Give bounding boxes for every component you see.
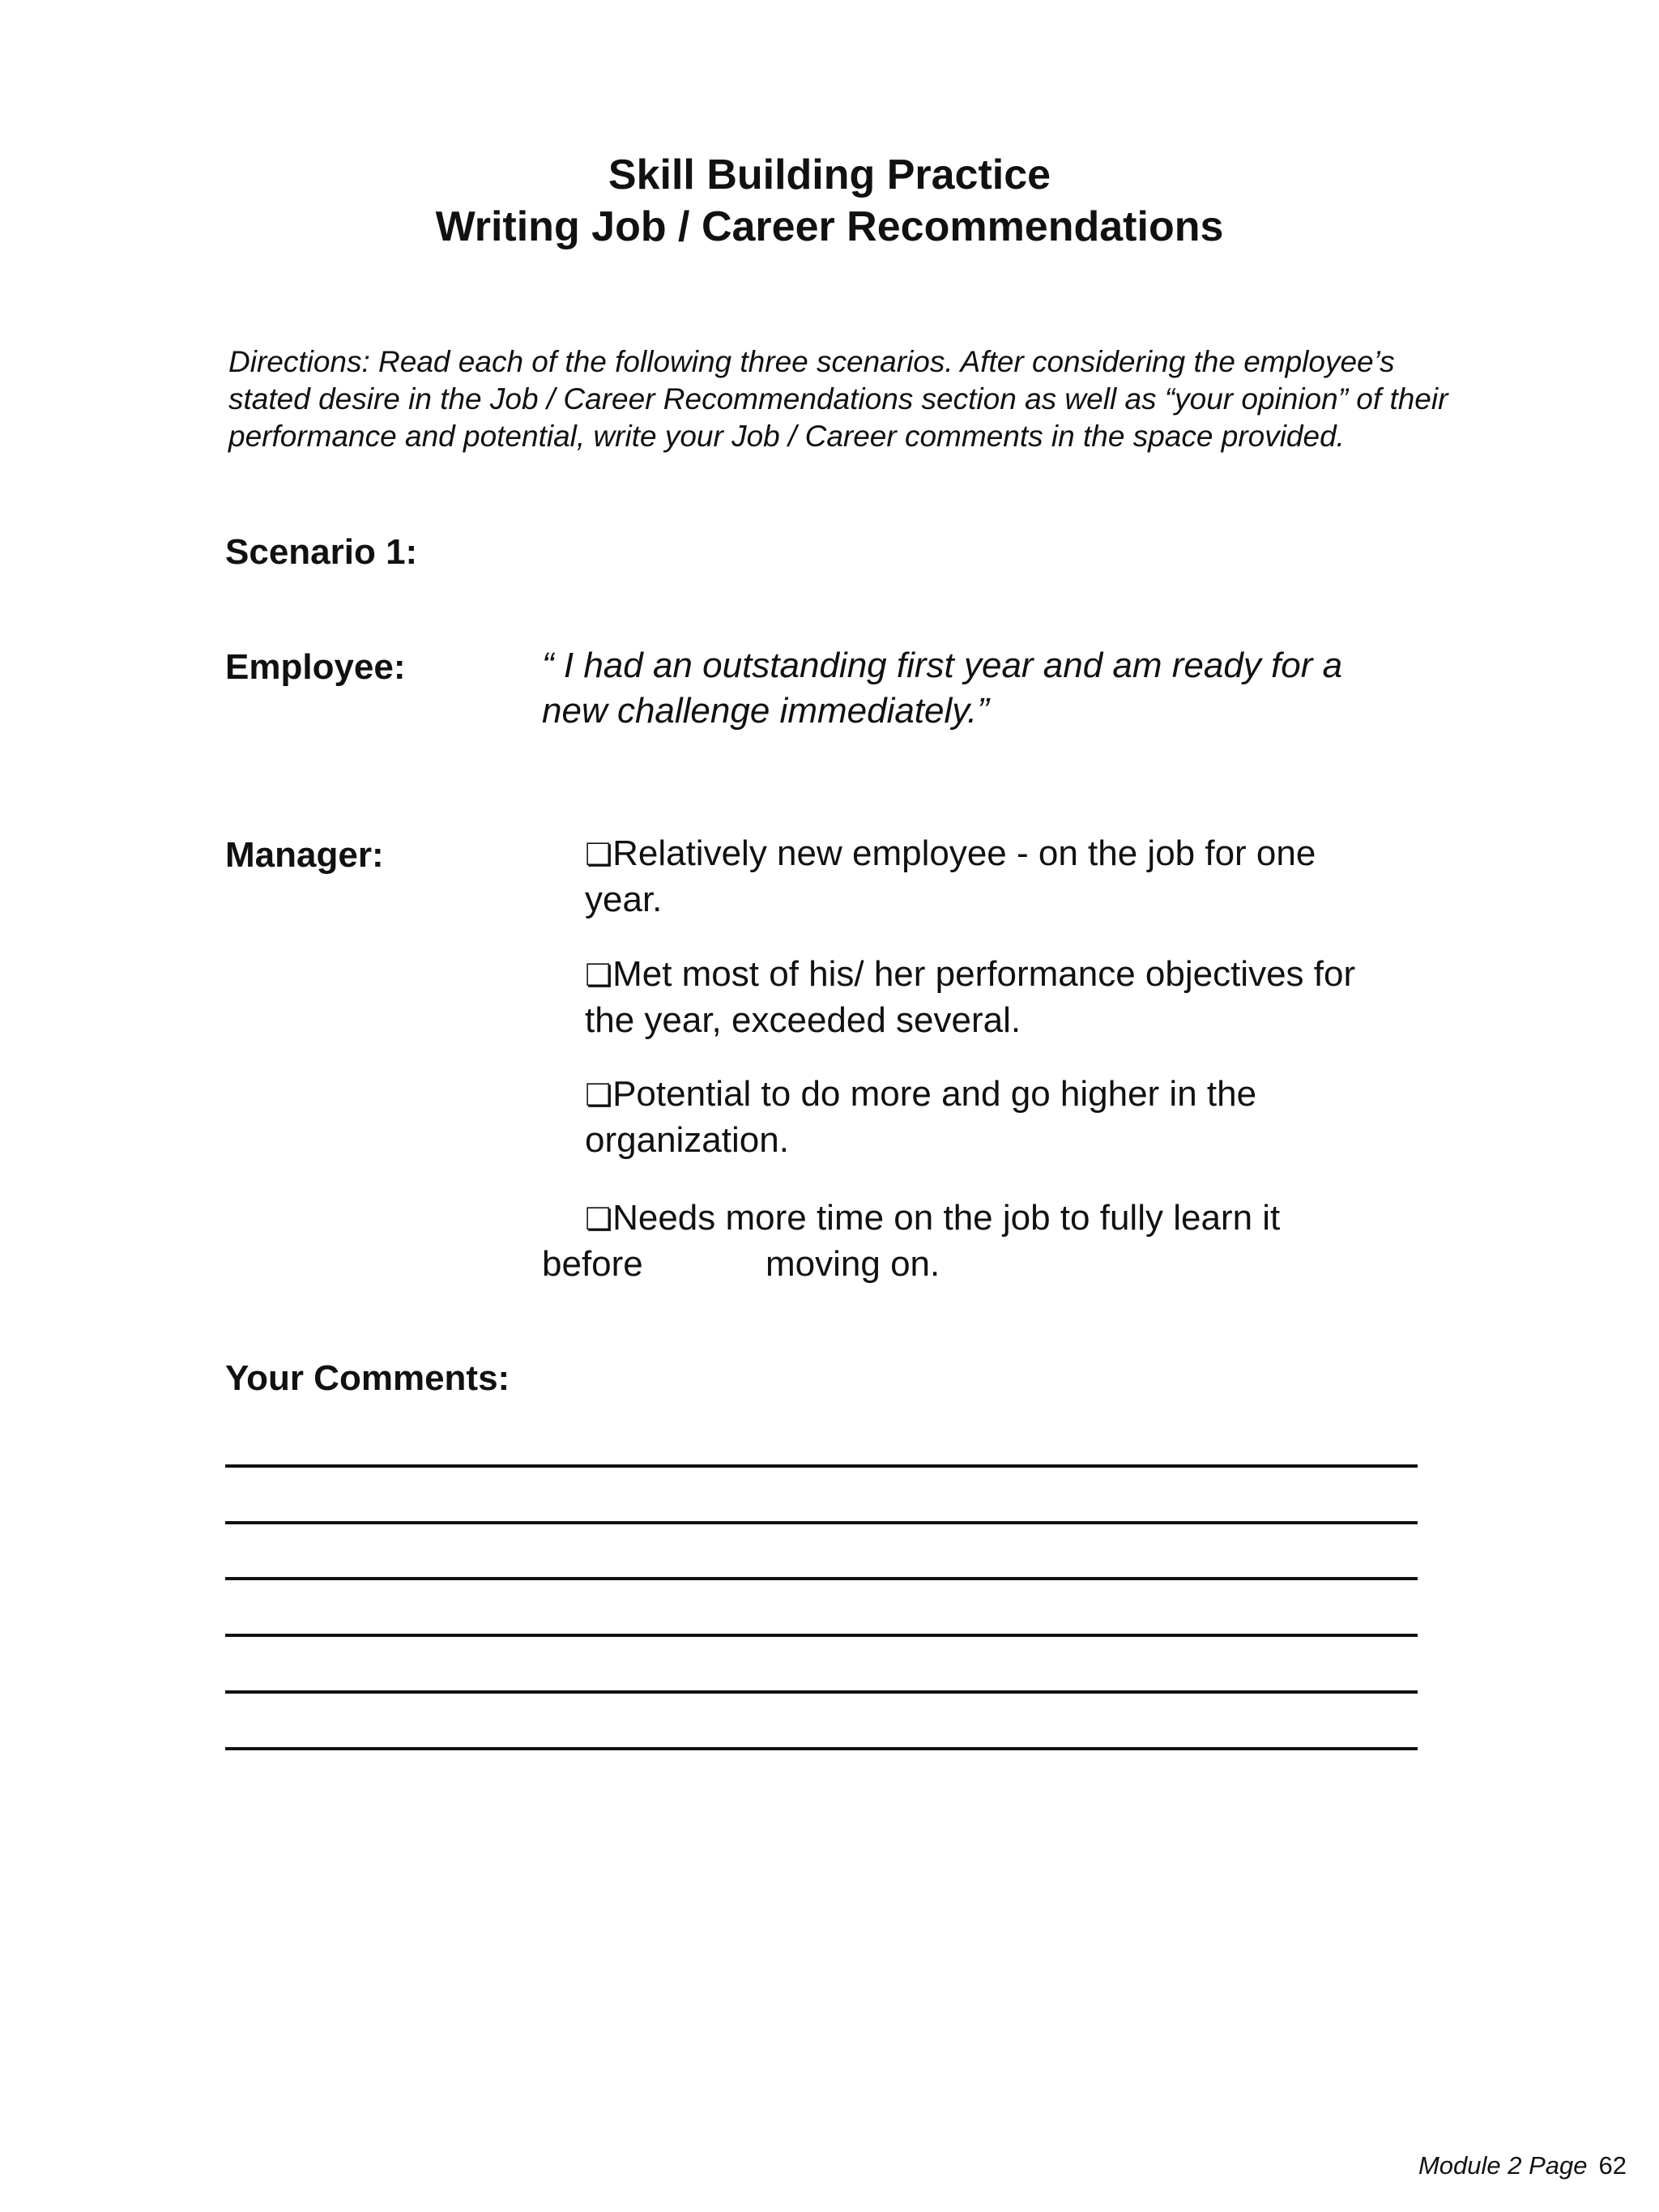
directions-line: performance and potential, write your Job / Career comments in the space provided. [228,420,1345,453]
comment-line[interactable] [225,1747,1418,1750]
manager-point-text: Potential to do more and go higher in the [612,1074,1257,1114]
manager-point-text: year. [585,880,663,919]
employee-quote-line: new challenge immediately.” [542,691,989,731]
scenario-heading: Scenario 1: [225,532,418,572]
employee-quote [542,643,1449,734]
manager-point [542,1196,1514,1287]
checkbox-icon: ❏ [585,957,613,993]
page-title: Skill Building Practice [608,151,1051,198]
page-subtitle: Writing Job / Career Recommendations [435,203,1224,250]
footer-module-label: Module 2 Page [1418,2151,1588,2180]
manager-label: Manager: [225,835,384,875]
comment-line[interactable] [225,1634,1418,1637]
checkbox-icon: ❏ [585,1077,613,1113]
directions-text [228,343,1525,455]
page-footer [1418,2150,1627,2182]
manager-point-text: organization. [585,1120,789,1160]
directions-line: Directions: Read each of the following three scenarios. After considering the employee’s [228,345,1395,378]
employee-label: Employee: [225,647,406,687]
manager-point-text: moving on. [766,1244,940,1284]
manager-point [585,1072,1460,1163]
comment-line[interactable] [225,1577,1418,1580]
manager-point-text: Needs more time on the job to fully learn it [612,1198,1281,1238]
employee-quote-line: “ I had an outstanding first year and am ready for a [542,646,1343,685]
page-number: 62 [1598,2151,1627,2180]
comment-line[interactable] [225,1521,1418,1524]
comment-line[interactable] [225,1464,1418,1468]
comment-line[interactable] [225,1690,1418,1694]
manager-point-text: the year, exceeded several. [585,1000,1021,1040]
checkbox-icon: ❏ [585,837,613,872]
checkbox-icon: ❏ [585,1201,613,1237]
manager-point [585,831,1460,923]
manager-point [585,952,1460,1043]
manager-point-text: Met most of his/ her performance objectives for [612,954,1356,994]
manager-point-text: before [542,1244,643,1284]
directions-line: stated desire in the Job / Career Recommendations section as well as “your opinion” of their [228,382,1448,416]
manager-point-text: Relatively new employee - on the job for one [612,833,1316,873]
comments-label: Your Comments: [225,1358,510,1398]
